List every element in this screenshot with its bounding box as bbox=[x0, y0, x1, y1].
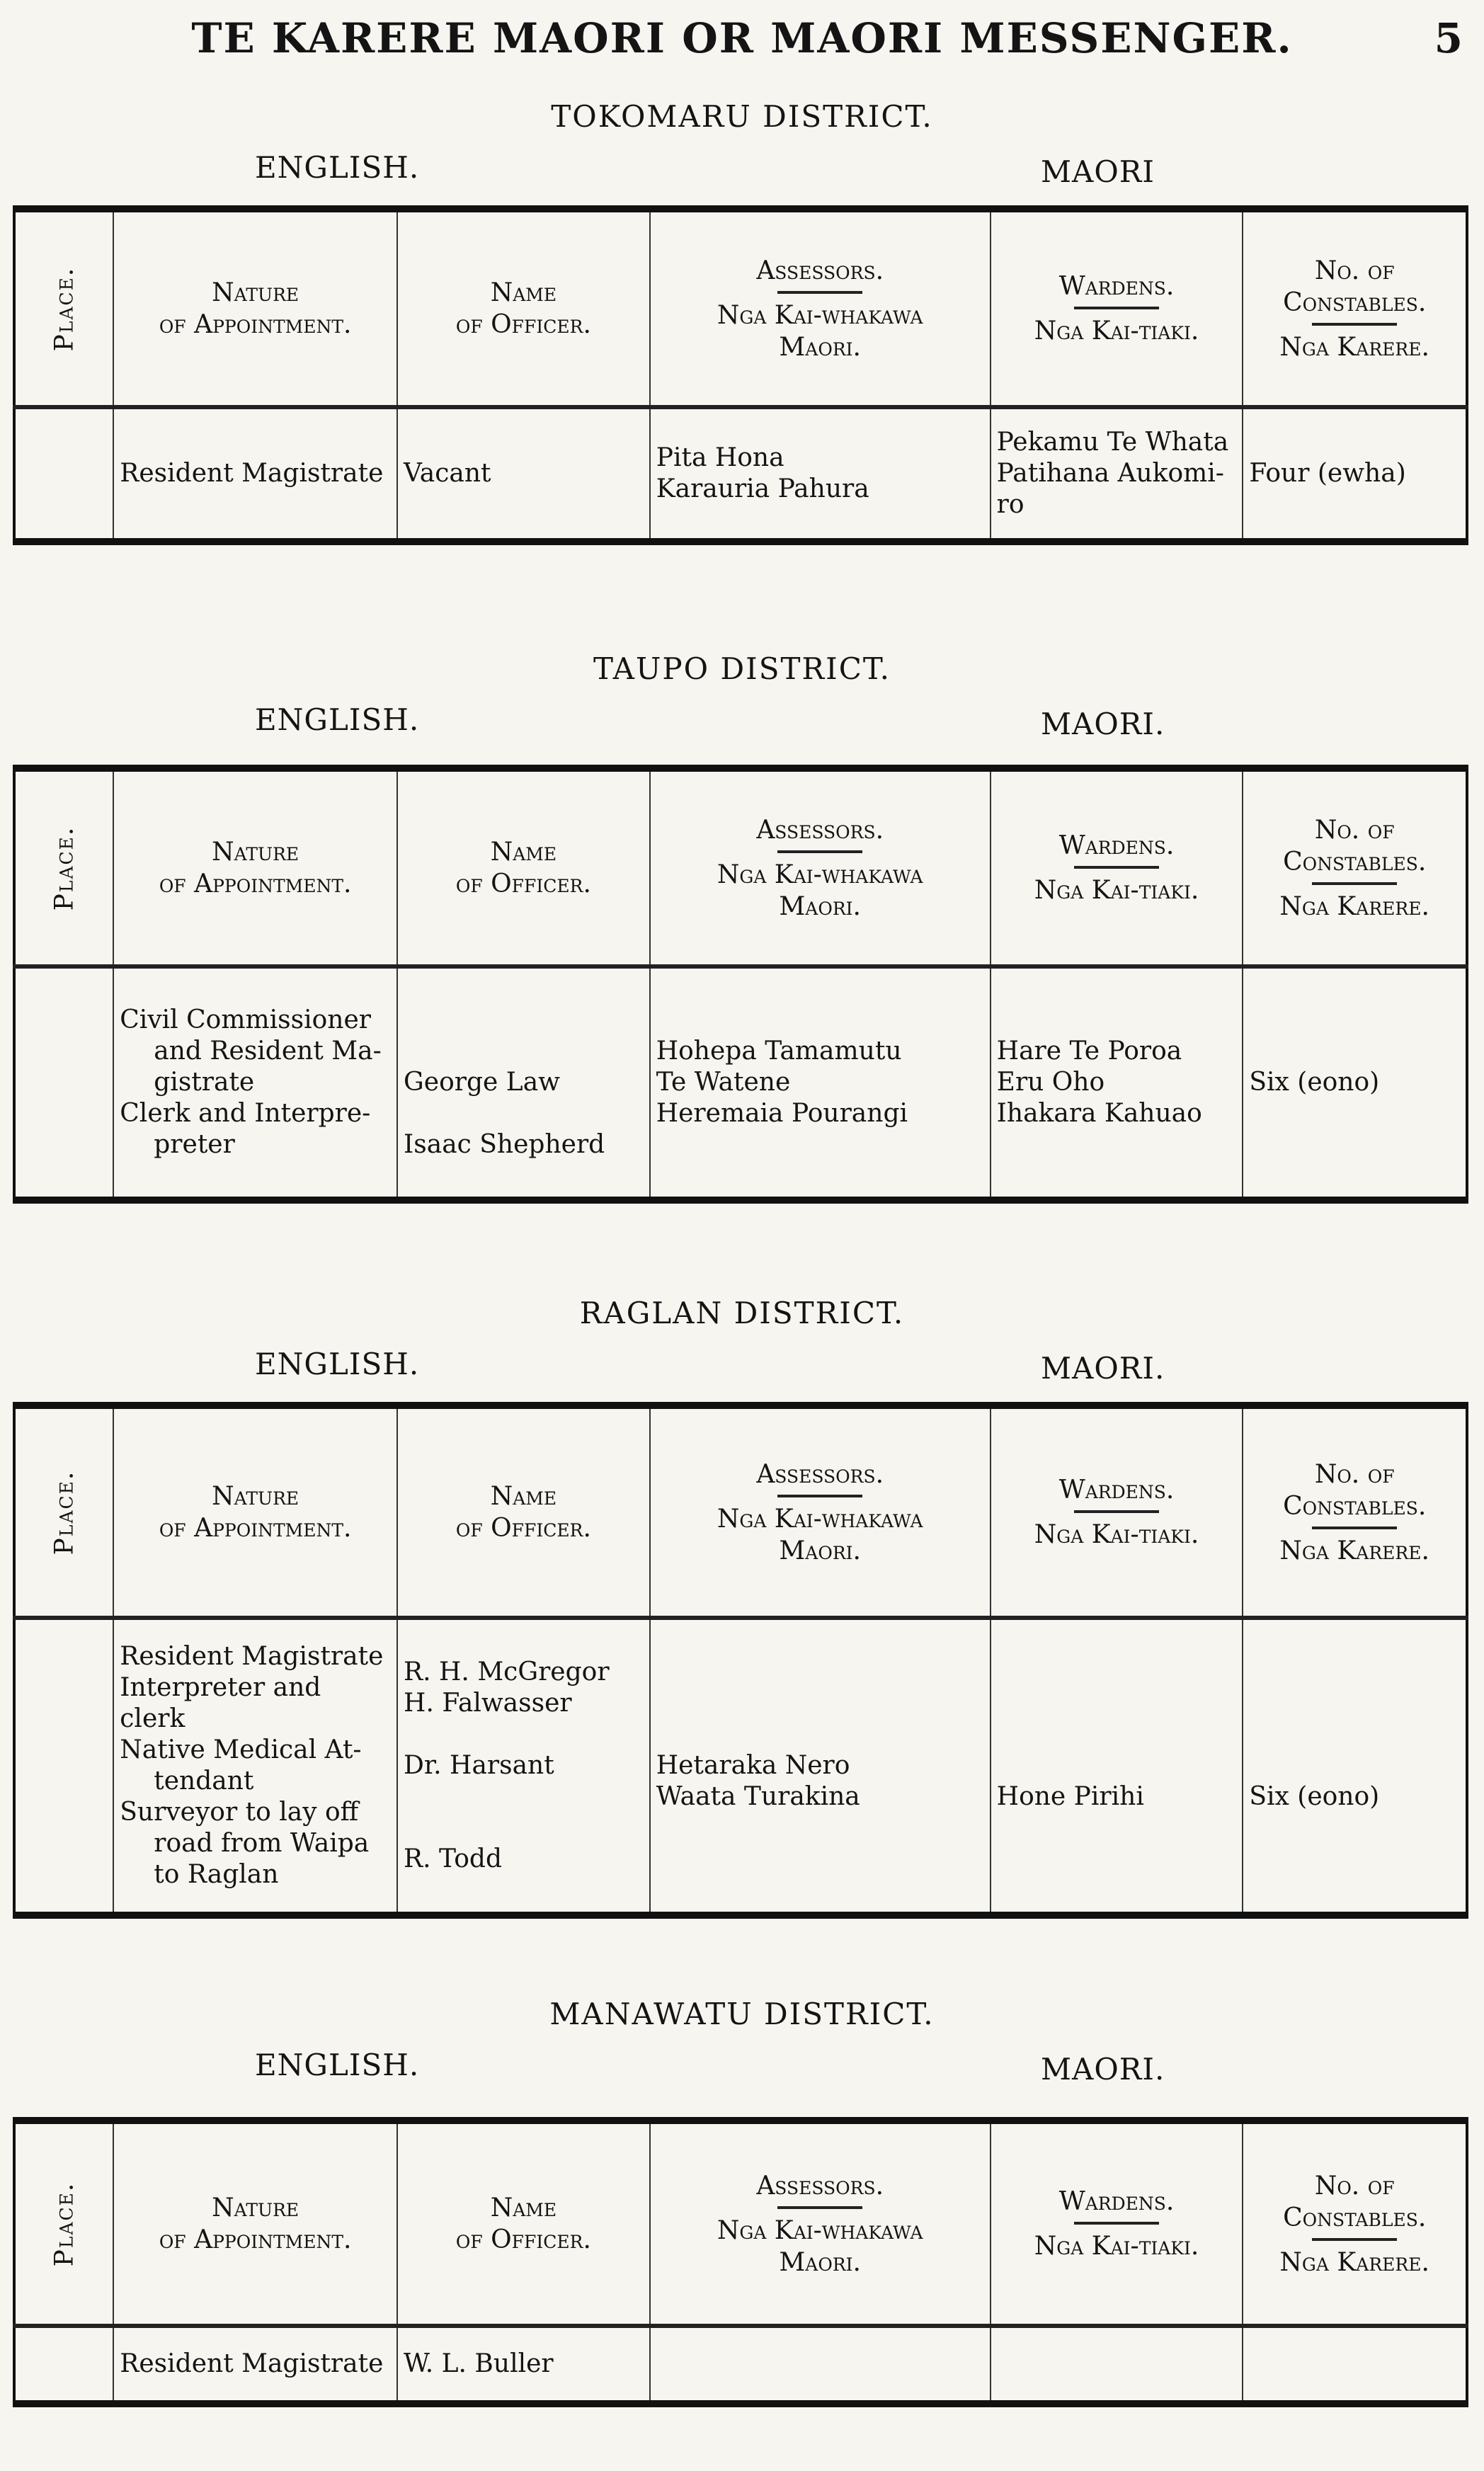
nature-line: and Resident Ma- bbox=[154, 1037, 382, 1066]
cell-place bbox=[14, 1618, 113, 1915]
constables-line bbox=[1249, 2349, 1461, 2380]
assessors-line bbox=[656, 2349, 986, 2380]
cell-place bbox=[14, 2326, 113, 2404]
name-line bbox=[404, 1036, 645, 1067]
name-line bbox=[404, 1813, 645, 1844]
nature-line: Resident Magistrate bbox=[120, 459, 384, 489]
cell-assessors bbox=[650, 1618, 991, 1915]
english-label: ENGLISH. bbox=[255, 1347, 420, 1381]
table-row bbox=[14, 1618, 1467, 1915]
name-line: R. H. McGregor bbox=[404, 1657, 610, 1687]
header-assessors: Assessors. Nga Kai-whakawa Maori. bbox=[650, 2121, 991, 2326]
constables-line: Six (eono) bbox=[1249, 1781, 1380, 1811]
cell-wardens bbox=[991, 407, 1243, 542]
cell-wardens bbox=[991, 1618, 1243, 1915]
cell-name bbox=[397, 1618, 650, 1915]
header-wardens: Wardens. Nga Kai-tiaki. bbox=[991, 1405, 1243, 1618]
newspaper-title: TE KARERE MAORI OR MAORI MESSENGER. bbox=[191, 14, 1293, 62]
masthead bbox=[0, 14, 1484, 71]
district-title: RAGLAN DISTRICT. bbox=[579, 1296, 905, 1330]
maori-label: MAORI bbox=[1041, 154, 1155, 189]
assessors-line: Pita Hona bbox=[656, 443, 784, 473]
cell-name bbox=[397, 407, 650, 542]
maori-label: MAORI. bbox=[1041, 707, 1165, 741]
header-name: Name of Officer. bbox=[397, 768, 650, 966]
maori-label: MAORI. bbox=[1041, 1351, 1165, 1386]
cell-nature bbox=[113, 2326, 397, 2404]
header-name: Name of Officer. bbox=[397, 209, 650, 407]
nature-line: Resident Magistrate bbox=[120, 2349, 384, 2379]
header-wardens: Wardens. Nga Kai-tiaki. bbox=[991, 768, 1243, 966]
cell-constables bbox=[1243, 2326, 1467, 2404]
header-name: Name of Officer. bbox=[397, 2121, 650, 2326]
header-nature: Nature of Appointment. bbox=[113, 209, 397, 407]
cell-nature bbox=[113, 1618, 397, 1915]
maori-label: MAORI. bbox=[1041, 2052, 1165, 2087]
appointments-table bbox=[13, 765, 1468, 1204]
cell-place bbox=[14, 407, 113, 542]
appointments-table bbox=[13, 1402, 1468, 1919]
wardens-line: Eru Oho bbox=[996, 1068, 1105, 1097]
table-row bbox=[14, 407, 1467, 542]
english-label: ENGLISH. bbox=[255, 2048, 420, 2082]
name-line bbox=[404, 1781, 645, 1813]
wardens-line: Hone Pirihi bbox=[996, 1781, 1144, 1811]
cell-nature bbox=[113, 966, 397, 1200]
nature-line: to Raglan bbox=[154, 1859, 279, 1889]
header-constables: No. of Constables. Nga Karere. bbox=[1243, 768, 1467, 966]
assessors-line: Hetaraka Nero bbox=[656, 1751, 850, 1781]
nature-line: Clerk and Interpre- bbox=[120, 1098, 371, 1128]
page-number: 5 bbox=[1434, 14, 1463, 62]
table-header-row bbox=[14, 768, 1467, 966]
nature-line: preter bbox=[154, 1129, 235, 1159]
name-line: George Law bbox=[404, 1068, 560, 1097]
header-place: Place. bbox=[14, 209, 113, 407]
table-header-row bbox=[14, 209, 1467, 407]
wardens-line: ro bbox=[996, 489, 1024, 519]
nature-line: road from Waipa bbox=[154, 1828, 370, 1858]
district-title: MANAWATU DISTRICT. bbox=[549, 1997, 935, 2031]
nature-line: tendant bbox=[154, 1767, 254, 1796]
wardens-line bbox=[997, 2349, 1238, 2380]
nature-line: Resident Magistrate bbox=[120, 1642, 384, 1672]
constables-line bbox=[1249, 1750, 1461, 1781]
constables-line: Six (eono) bbox=[1249, 1068, 1380, 1097]
cell-place bbox=[14, 966, 113, 1200]
constables-line bbox=[1249, 1719, 1461, 1750]
english-label: ENGLISH. bbox=[255, 702, 420, 737]
cell-name bbox=[397, 966, 650, 1200]
district-title: TOKOMARU DISTRICT. bbox=[551, 99, 933, 134]
assessors-line bbox=[656, 1719, 986, 1750]
header-place: Place. bbox=[14, 768, 113, 966]
name-line: Vacant bbox=[404, 459, 491, 489]
header-wardens: Wardens. Nga Kai-tiaki. bbox=[991, 2121, 1243, 2326]
nature-line: Interpreter and clerk bbox=[120, 1673, 321, 1734]
name-line bbox=[404, 1719, 645, 1750]
header-constables: No. of Constables. Nga Karere. bbox=[1243, 1405, 1467, 1618]
name-line: Dr. Harsant bbox=[404, 1751, 554, 1781]
wardens-line: Ihakara Kahuao bbox=[996, 1098, 1202, 1128]
cell-constables bbox=[1243, 407, 1467, 542]
assessors-line: Waata Turakina bbox=[656, 1781, 860, 1811]
header-nature: Nature of Appointment. bbox=[113, 768, 397, 966]
wardens-line bbox=[997, 1750, 1238, 1781]
cell-assessors bbox=[650, 2326, 991, 2404]
district-title: TAUPO DISTRICT. bbox=[593, 651, 891, 686]
cell-constables bbox=[1243, 966, 1467, 1200]
name-line bbox=[404, 1098, 645, 1129]
name-line bbox=[404, 1005, 645, 1036]
header-nature: Nature of Appointment. bbox=[113, 2121, 397, 2326]
nature-line: Surveyor to lay off bbox=[120, 1797, 359, 1827]
nature-line: Native Medical At- bbox=[120, 1735, 362, 1765]
appointments-table bbox=[13, 2117, 1468, 2407]
wardens-line bbox=[997, 1719, 1238, 1750]
name-line: Isaac Shepherd bbox=[404, 1129, 605, 1159]
table-header-row bbox=[14, 1405, 1467, 1618]
appointments-table bbox=[13, 205, 1468, 545]
assessors-line: Karauria Pahura bbox=[656, 474, 869, 503]
table-header-row bbox=[14, 2121, 1467, 2326]
english-label: ENGLISH. bbox=[255, 150, 420, 185]
header-place: Place. bbox=[14, 2121, 113, 2326]
cell-assessors bbox=[650, 407, 991, 542]
header-assessors: Assessors. Nga Kai-whakawa Maori. bbox=[650, 768, 991, 966]
wardens-line: Pekamu Te Whata bbox=[996, 428, 1229, 457]
wardens-line: Patihana Aukomi- bbox=[996, 459, 1224, 489]
name-line: W. L. Buller bbox=[404, 2349, 554, 2379]
header-assessors: Assessors. Nga Kai-whakawa Maori. bbox=[650, 209, 991, 407]
table-row bbox=[14, 966, 1467, 1200]
cell-constables bbox=[1243, 1618, 1467, 1915]
nature-line: Civil Commissioner bbox=[120, 1005, 371, 1035]
cell-nature bbox=[113, 407, 397, 542]
header-place: Place. bbox=[14, 1405, 113, 1618]
assessors-line: Hohepa Tamamutu bbox=[656, 1037, 902, 1066]
constables-line: Four (ewha) bbox=[1249, 459, 1406, 489]
wardens-line: Hare Te Poroa bbox=[996, 1037, 1182, 1066]
header-name: Name of Officer. bbox=[397, 1405, 650, 1618]
cell-name bbox=[397, 2326, 650, 2404]
cell-wardens bbox=[991, 966, 1243, 1200]
header-constables: No. of Constables. Nga Karere. bbox=[1243, 209, 1467, 407]
header-constables: No. of Constables. Nga Karere. bbox=[1243, 2121, 1467, 2326]
table-row bbox=[14, 2326, 1467, 2404]
cell-wardens bbox=[991, 2326, 1243, 2404]
name-line: H. Falwasser bbox=[404, 1689, 572, 1718]
header-assessors: Assessors. Nga Kai-whakawa Maori. bbox=[650, 1405, 991, 1618]
name-line: R. Todd bbox=[404, 1844, 503, 1873]
assessors-line: Heremaia Pourangi bbox=[656, 1098, 908, 1128]
header-nature: Nature of Appointment. bbox=[113, 1405, 397, 1618]
nature-line: gistrate bbox=[154, 1068, 255, 1097]
cell-assessors bbox=[650, 966, 991, 1200]
assessors-line: Te Watene bbox=[656, 1068, 791, 1097]
header-wardens: Wardens. Nga Kai-tiaki. bbox=[991, 209, 1243, 407]
